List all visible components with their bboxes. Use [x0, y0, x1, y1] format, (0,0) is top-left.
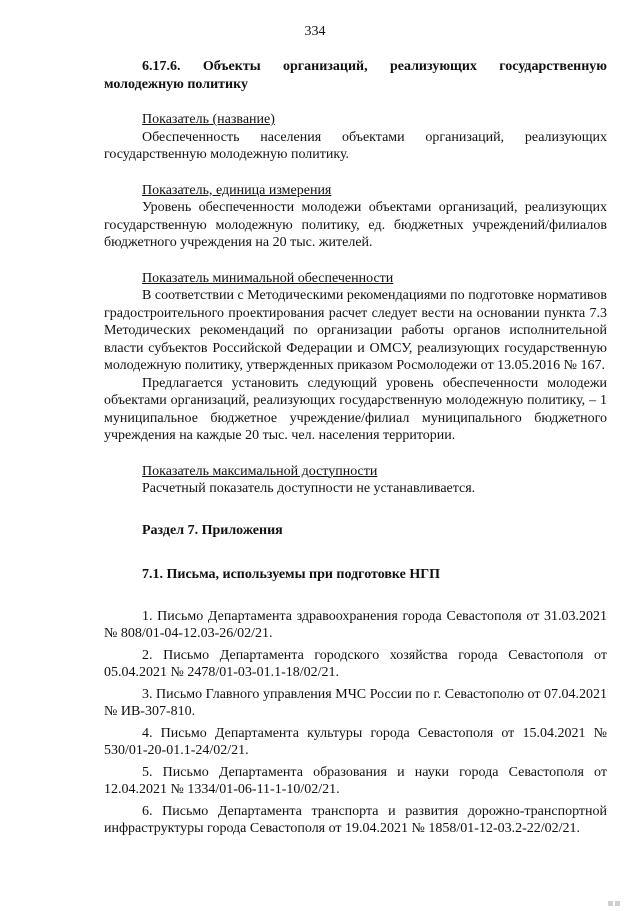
page-number: 334 [304, 24, 326, 39]
list-item: 4. Письмо Департамента культуры города Севастополя от 15.04.2021 № 530/01-20-01.1-24/02/21. [104, 725, 607, 758]
list-item: 1. Письмо Департамента здравоохранения города Севастополя от 31.03.2021 № 808/01-04-12.03-26/02/21. [104, 608, 607, 641]
indicator-name-text: Обеспеченность населения объектами организаций, реализующих государственную молодежную политику. [104, 129, 607, 162]
indicator-max-label: Показатель максимальной доступности [142, 463, 378, 479]
list-item: 2. Письмо Департамента городского хозяйства города Севастополя от 05.04.2021 № 2478/01-03-01.1-18/02/21. [104, 647, 607, 680]
letters-list [104, 608, 607, 838]
document-body [104, 58, 607, 842]
section7-heading: Раздел 7. Приложения [142, 522, 283, 538]
scan-artifact [606, 895, 626, 901]
indicator-unit-label: Показатель, единица измерения [142, 182, 332, 198]
indicator-min-paragraph-1: В соответствии с Методическими рекомендациями по подготовке нормативов градостроительного проектирования расчет следует вести на основании пункта 7.3 Методических рекомендаций по организации работы органов исполнительной власти субъектов Российской Федерации и ОМСУ, реализующих государственную молодежную политику, утвержденных приказом Росмолодежи от 13.05.2016 № 167. [104, 288, 607, 373]
indicator-unit-text: Уровень обеспеченности молодежи объектами организаций, реализующих государственную молодежную политику, ед. бюджетных учреждений/филиалов бюджетного учреждения на 20 тыс. жителей. [104, 200, 607, 250]
subsection-heading: 7.1. Письма, используемы при подготовке НГП [142, 567, 441, 582]
section-heading: 6.17.6. Объекты организаций, реализующих государственную молодежную политику [104, 59, 607, 92]
list-item: 3. Письмо Главного управления МЧС России по г. Севастополю от 07.04.2021 № ИВ-307-810. [104, 686, 607, 719]
indicator-min-paragraph-2: Предлагается установить следующий уровень обеспеченности молодежи объектами организаций, реализующих государственную молодежную политику, – 1 муниципальное бюджетное учреждение/филиал муниципального бюджетного учреждения на каждые 20 тыс. чел. населения территории. [104, 375, 607, 443]
list-item: 5. Письмо Департамента образования и науки города Севастополя от 12.04.2021 № 1334/01-06-11-1-10/02/21. [104, 764, 607, 797]
indicator-min-label: Показатель минимальной обеспеченности [142, 270, 394, 286]
indicator-name-label: Показатель (название) [142, 112, 275, 127]
indicator-max-text: Расчетный показатель доступности не устанавливается. [142, 481, 476, 496]
list-item: 6. Письмо Департамента транспорта и развития дорожно-транспортной инфраструктуры города Севастополя от 19.04.2021 № 1858/01-12-03.2-22/02/21. [104, 803, 607, 836]
